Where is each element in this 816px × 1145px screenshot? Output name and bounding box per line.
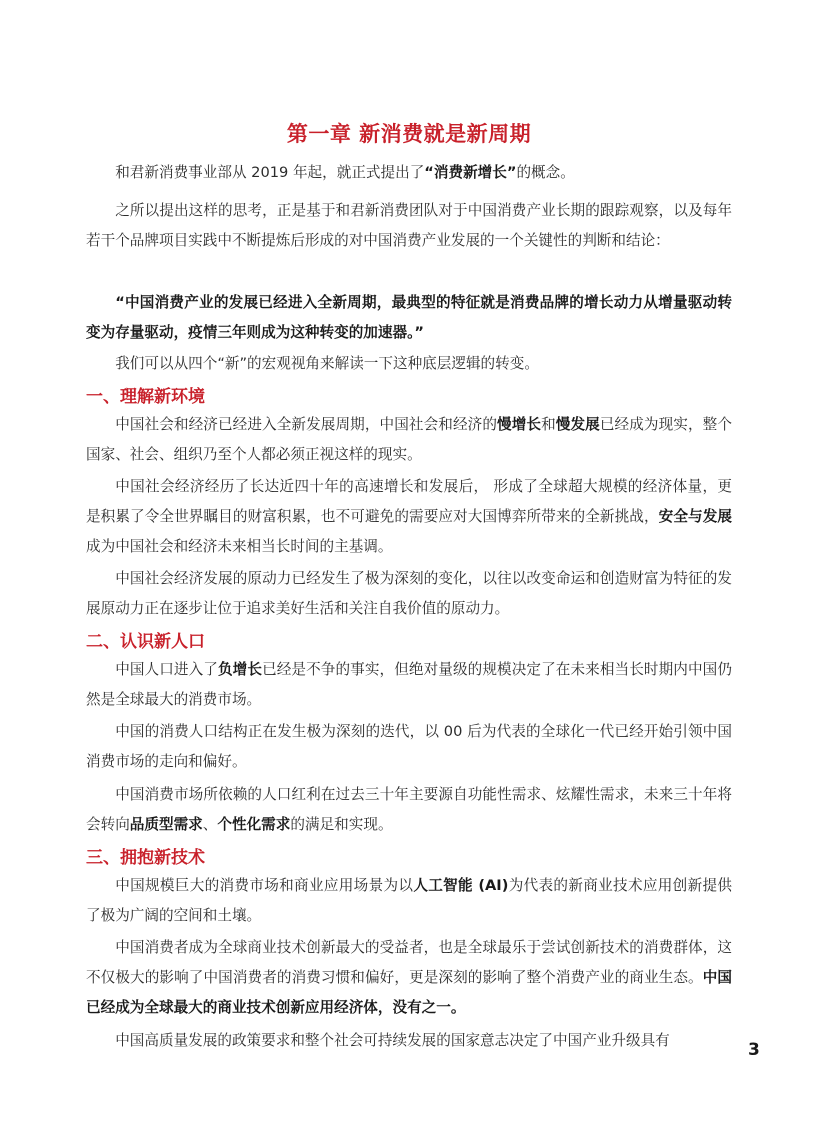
section3-paragraph-2 xyxy=(86,933,732,1023)
section1-paragraph-2 xyxy=(86,472,732,562)
text-run: 已经是不争的事实，但绝对量级的规模决定了在未来相当长时期内中国仍然是全球最大的消费市场。 xyxy=(86,661,732,708)
page-number: 3 xyxy=(748,1040,760,1060)
section2-paragraph-1 xyxy=(86,655,732,715)
text-run: 中国消费市场所依赖的人口红利在过去三十年主要源自功能性需求、炫耀性需求，未来三十年将会转向 xyxy=(86,786,732,833)
text-run: 为代表的新商业技术应用创新提供了极为广阔的空间和土壤。 xyxy=(86,877,732,924)
text-run: 中国规模巨大的消费市场和商业应用场景为以 xyxy=(115,877,414,894)
text-run: 和君新消费事业部从 2019 年起，就正式提出了 xyxy=(115,164,425,181)
text-run: 中国消费者成为全球商业技术创新最大的受益者，也是全球最乐于尝试创新技术的消费群体，这不仅极大的影响了中国消费者的消费习惯和偏好，更是深刻的影响了整个消费产业的商业生态。 xyxy=(86,939,732,986)
intro-paragraph-1 xyxy=(86,158,732,188)
text-run: 和 xyxy=(541,416,556,433)
section-heading-technology: 三、拥抱新技术 xyxy=(86,848,205,868)
chapter-title: 第一章 新消费就是新周期 xyxy=(286,122,532,146)
section1-paragraph-1 xyxy=(86,410,732,470)
text-run: 中国社会和经济已经进入全新发展周期，中国社会和经济的 xyxy=(115,416,498,433)
text-run: 的满足和实现。 xyxy=(290,816,393,833)
intro-paragraph-2: 之所以提出这样的思考，正是基于和君新消费团队对于中国消费产业长期的跟踪观察，以及每年若干个品牌项目实践中不断提炼后形成的对中国消费产业发展的一个关键性的判断和结论： xyxy=(86,202,732,249)
section3-paragraph-3: 中国高质量发展的政策要求和整个社会可持续发展的国家意志决定了中国产业升级具有 xyxy=(115,1032,670,1049)
emphasis-text: 品质型需求 xyxy=(129,816,203,833)
emphasis-text: 安全与发展 xyxy=(658,508,732,525)
section2-paragraph-2: 中国的消费人口结构正在发生极为深刻的迭代，以 00 后为代表的全球化一代已经开始引领中国消费市场的走向和偏好。 xyxy=(86,723,732,770)
emphasis-text: 个性化需求 xyxy=(217,816,291,833)
emphasis-text: 中国已经成为全球最大的商业技术创新应用经济体，没有之一。 xyxy=(86,969,732,1016)
emphasis-text: 人工智能 (AI) xyxy=(413,877,509,894)
intro-paragraph-3: 我们可以从四个“新”的宏观视角来解读一下这种底层逻辑的转变。 xyxy=(115,355,539,372)
emphasis-text: 慢增长 xyxy=(497,416,542,433)
section2-paragraph-3 xyxy=(86,780,732,840)
emphasis-text: 慢发展 xyxy=(555,416,600,433)
section-heading-environment: 一、理解新环境 xyxy=(86,387,205,407)
text-run: 中国社会经济经历了长达近四十年的高速增长和发展后， 形成了全球超大规模的经济体量，更是积累了令全世界瞩目的财富积累，也不可避免的需要应对大国博弈所带来的全新挑战， xyxy=(86,478,732,525)
text-run: 中国人口进入了 xyxy=(115,661,218,678)
emphasis-text: “消费新增长” xyxy=(424,164,517,181)
key-quote: “中国消费产业的发展已经进入全新周期，最典型的特征就是消费品牌的增长动力从增量驱动转变为存量驱动，疫情三年则成为这种转变的加速器。” xyxy=(86,294,732,341)
text-run: 的概念。 xyxy=(516,164,575,181)
section1-paragraph-3: 中国社会经济发展的原动力已经发生了极为深刻的变化，以往以改变命运和创造财富为特征的发展原动力正在逐步让位于追求美好生活和关注自我价值的原动力。 xyxy=(86,570,732,617)
text-run: 、 xyxy=(202,816,218,833)
section-heading-population: 二、认识新人口 xyxy=(86,632,205,652)
emphasis-text: 负增长 xyxy=(218,661,263,678)
section3-paragraph-1 xyxy=(86,871,732,931)
text-run: 成为中国社会和经济未来相当长时间的主基调。 xyxy=(86,538,393,555)
text-run: 已经成为现实，整个国家、社会、组织乃至个人都必须正视这样的现实。 xyxy=(86,416,732,463)
